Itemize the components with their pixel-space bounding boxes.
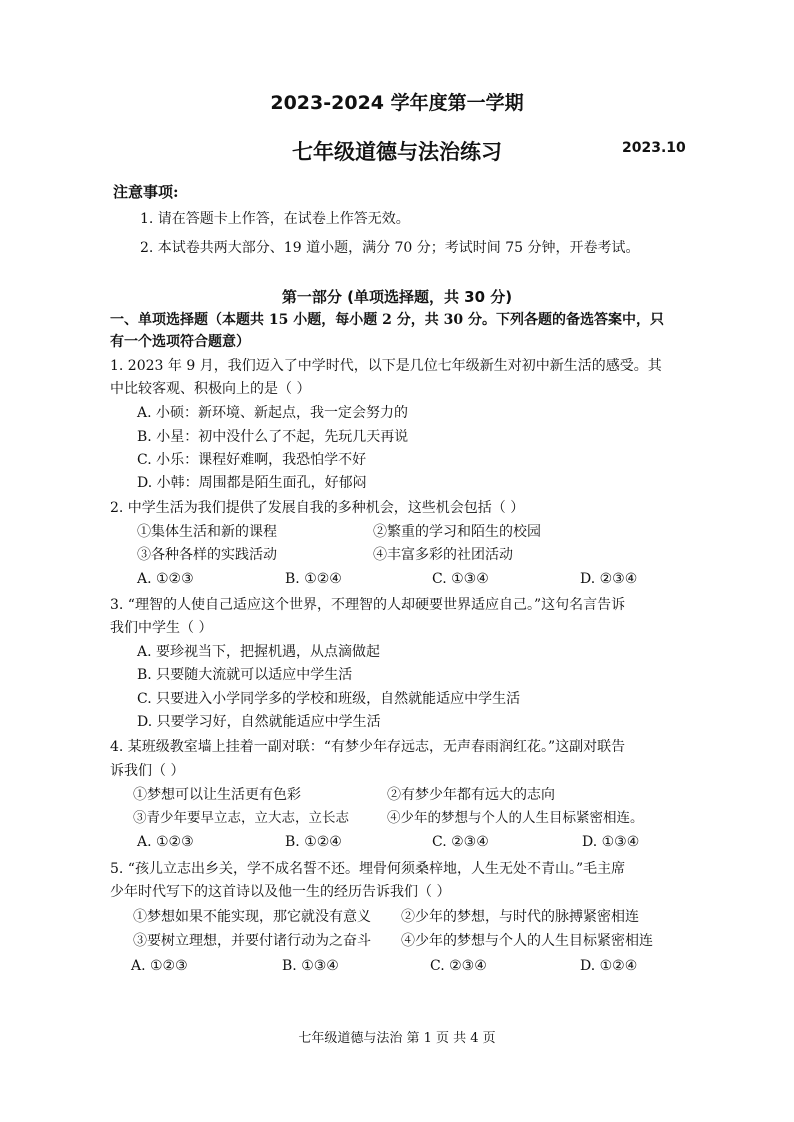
q4-choice-c: C. ②③④ [432,834,489,850]
q5-item-3: ③要树立理想，并要付诸行动为之奋斗 [133,933,371,949]
q5-item-4: ④少年的梦想与个人的人生目标紧密相连 [401,933,653,949]
q1-option-d: D. 小韩：周围都是陌生面孔，好郁闷 [137,475,367,491]
q4-stem-line2: 诉我们（ ） [110,763,185,779]
q3-option-a: A. 要珍视当下，把握机遇，从点滴做起 [137,644,381,660]
q5-choice-d: D. ①②④ [580,958,638,974]
note-item-1: 1. 请在答题卡上作答，在试卷上作答无效。 [140,211,410,227]
notes-heading: 注意事项: [113,183,179,201]
q3-stem-line1: 3. “理智的人使自己适应这个世界，不理智的人却硬要世界适应自己。”这句名言告诉 [110,597,626,613]
part-title: 第一部分 (单项选择题，共 30 分) [281,288,513,306]
section-instruction-line1: 一、单项选择题（本题共 15 小题，每小题 2 分，共 30 分。下列各题的备选答案中，只 [110,312,664,328]
exam-date: 2023.10 [622,140,686,156]
q2-item-4: ④丰富多彩的社团活动 [373,547,513,563]
exam-title: 2023-2024 学年度第一学期 [270,92,524,114]
q2-item-2: ②繁重的学习和陌生的校园 [373,524,541,540]
exam-subtitle: 七年级道德与法治练习 [292,140,502,164]
q1-option-a: A. 小硕：新环境、新起点，我一定会努力的 [137,405,409,421]
q5-stem-line2: 少年时代写下的这首诗以及他一生的经历告诉我们（ ） [110,884,451,900]
q2-stem: 2. 中学生活为我们提供了发展自我的多种机会，这些机会包括（ ） [110,500,525,516]
q4-item-1: ①梦想可以让生活更有色彩 [133,787,301,803]
page-footer: 七年级道德与法治 第 1 页 共 4 页 [298,1031,496,1046]
q2-choice-d: D. ②③④ [580,571,638,587]
q3-stem-line2: 我们中学生（ ） [110,620,213,636]
q5-choice-b: B. ①③④ [282,958,339,974]
q1-option-c: C. 小乐：课程好难啊，我恐怕学不好 [137,452,367,468]
q1-stem-line2: 中比较客观、积极向上的是（ ） [110,381,311,397]
section-instruction-line2: 有一个选项符合题意） [110,334,250,350]
q3-option-d: D. 只要学习好，自然就能适应中学生活 [137,714,381,730]
q5-choice-a: A. ①②③ [131,958,188,974]
q2-choice-a: A. ①②③ [137,571,194,587]
q4-item-4: ④少年的梦想与个人的人生目标紧密相连。 [387,810,644,826]
q3-option-b: B. 只要随大流就可以适应中学生活 [137,667,353,683]
q5-item-1: ①梦想如果不能实现，那它就没有意义 [133,909,371,925]
q2-choice-b: B. ①②④ [285,571,342,587]
q1-option-b: B. 小星：初中没什么了不起，先玩几天再说 [137,429,409,445]
q1-stem-line1: 1. 2023 年 9 月，我们迈入了中学时代，以下是几位七年级新生对初中新生活的感受。其 [110,358,662,374]
q5-stem-line1: 5. “孩儿立志出乡关，学不成名誓不还。埋骨何须桑梓地，人生无处不青山。”毛主席 [110,861,626,877]
q4-stem-line1: 4. 某班级教室墙上挂着一副对联：“有梦少年存远志，无声春雨润红花。”这副对联告 [110,739,626,755]
q4-item-3: ③青少年要早立志，立大志，立长志 [133,810,349,826]
q4-choice-b: B. ①②④ [285,834,342,850]
q2-item-3: ③各种各样的实践活动 [137,547,277,563]
q5-choice-c: C. ②③④ [430,958,487,974]
q4-item-2: ②有梦少年都有远大的志向 [387,787,555,803]
q5-item-2: ②少年的梦想，与时代的脉搏紧密相连 [401,909,639,925]
q3-option-c: C. 只要进入小学同学多的学校和班级，自然就能适应中学生活 [137,691,521,707]
note-item-2: 2. 本试卷共两大部分、19 道小题，满分 70 分；考试时间 75 分钟，开卷考试。 [140,240,640,256]
q2-choice-c: C. ①③④ [432,571,489,587]
q4-choice-d: D. ①③④ [582,834,640,850]
q2-item-1: ①集体生活和新的课程 [137,524,277,540]
q4-choice-a: A. ①②③ [137,834,194,850]
